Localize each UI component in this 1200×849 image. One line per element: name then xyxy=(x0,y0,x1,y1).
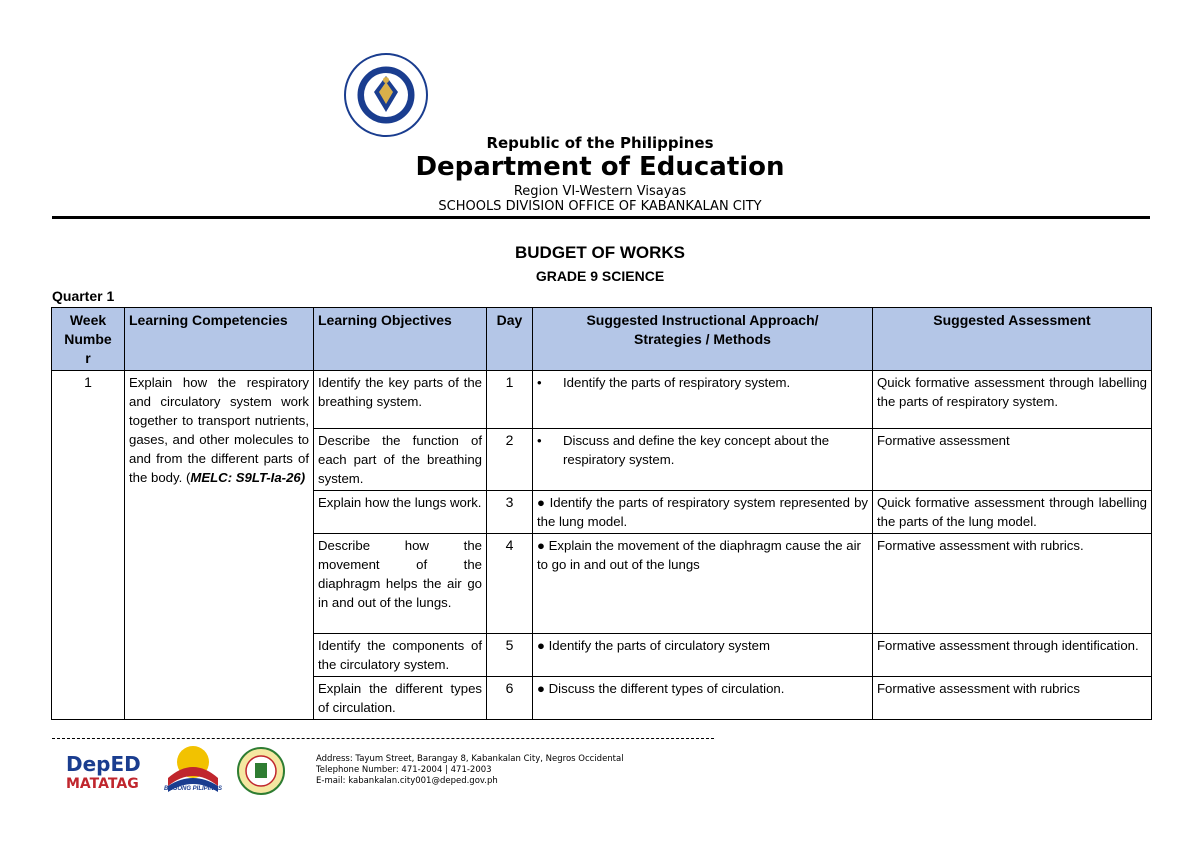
assessment-cell: Quick formative assessment through labelling the parts of the lung model. xyxy=(873,491,1152,534)
day-cell: 5 xyxy=(487,634,533,677)
footer-divider xyxy=(52,738,714,739)
header-learning-competencies: Learning Competencies xyxy=(125,308,314,371)
header-day: Day xyxy=(487,308,533,371)
bullet-icon: ● xyxy=(537,638,545,653)
bullet-icon: • xyxy=(537,375,542,390)
day-cell: 1 xyxy=(487,371,533,429)
approach-cell: ● Identify the parts of respiratory system represented by the lung model. xyxy=(533,491,873,534)
bullet-icon: • xyxy=(537,433,542,448)
day-cell: 2 xyxy=(487,429,533,491)
objective-cell: Identify the components of the circulatory system. xyxy=(314,634,487,677)
bullet-icon: ● xyxy=(537,495,546,510)
day-cell: 6 xyxy=(487,677,533,720)
learning-competency-cell: Explain how the respiratory and circulatory system work together to transport nutrients, gases, and other molecules to and from the different parts of the body. (MELC: S9LT-Ia-26) xyxy=(125,371,314,720)
approach-cell: ● Explain the movement of the diaphragm cause the air to go in and out of the lungs xyxy=(533,534,873,634)
approach-cell: • Identify the parts of respiratory system. xyxy=(533,371,873,429)
table-row xyxy=(52,371,1152,429)
bagong-pilipinas-label: BAGONG PILIPINAS xyxy=(163,786,222,792)
header-week-number: Week Numbe r xyxy=(52,308,125,371)
document-title: BUDGET OF WORKS xyxy=(515,243,685,262)
footer-email: E-mail: kabankalan.city001@deped.gov.ph xyxy=(316,776,498,786)
assessment-cell: Formative assessment through identification. xyxy=(873,634,1152,677)
objective-cell: Describe the function of each part of the breathing system. xyxy=(314,429,487,491)
footer-address: Address: Tayum Street, Barangay 8, Kabankalan City, Negros Occidental xyxy=(316,754,624,764)
approach-cell: • Discuss and define the key concept about the respiratory system. xyxy=(533,429,873,491)
approach-cell: ● Identify the parts of circulatory system xyxy=(533,634,873,677)
department-heading: Department of Education xyxy=(415,152,785,182)
division-seal-logo xyxy=(236,746,286,796)
week-number-cell: 1 xyxy=(52,371,125,720)
day-cell: 4 xyxy=(487,534,533,634)
header-divider xyxy=(52,216,1150,219)
footer-contact xyxy=(316,754,624,787)
header-learning-objectives: Learning Objectives xyxy=(314,308,487,371)
melc-code: MELC: S9LT-Ia-26 xyxy=(190,470,301,485)
budget-of-works-table xyxy=(51,307,1152,720)
republic-heading: Republic of the Philippines xyxy=(486,134,714,152)
header-suggested-assessment: Suggested Assessment xyxy=(873,308,1152,371)
footer-telephone: Telephone Number: 471-2004 | 471-2003 xyxy=(316,765,492,775)
assessment-cell: Formative assessment with rubrics xyxy=(873,677,1152,720)
deped-matatag-logo: DepED MATATAG xyxy=(66,752,141,792)
day-cell: 3 xyxy=(487,491,533,534)
assessment-cell: Formative assessment xyxy=(873,429,1152,491)
approach-cell: ● Discuss the different types of circulation. xyxy=(533,677,873,720)
table-header-row xyxy=(52,308,1152,371)
region-heading: Region VI-Western Visayas xyxy=(513,184,687,199)
bullet-icon: ● xyxy=(537,538,545,553)
document-subtitle: GRADE 9 SCIENCE xyxy=(535,268,665,284)
assessment-cell: Formative assessment with rubrics. xyxy=(873,534,1152,634)
division-heading: SCHOOLS DIVISION OFFICE OF KABANKALAN CITY xyxy=(438,199,762,214)
objective-cell: Describe how the movement of the diaphragm helps the air go in and out of the lungs. xyxy=(314,534,487,634)
objective-cell: Explain how the lungs work. xyxy=(314,491,487,534)
objective-cell: Explain the different types of circulation. xyxy=(314,677,487,720)
quarter-label: Quarter 1 xyxy=(52,288,115,304)
objective-cell: Identify the key parts of the breathing system. xyxy=(314,371,487,429)
bullet-icon: ● xyxy=(537,681,545,696)
header-instructional-approach: Suggested Instructional Approach/ Strategies / Methods xyxy=(533,308,873,371)
deped-seal-logo xyxy=(343,52,429,138)
assessment-cell: Quick formative assessment through labelling the parts of respiratory system. xyxy=(873,371,1152,429)
